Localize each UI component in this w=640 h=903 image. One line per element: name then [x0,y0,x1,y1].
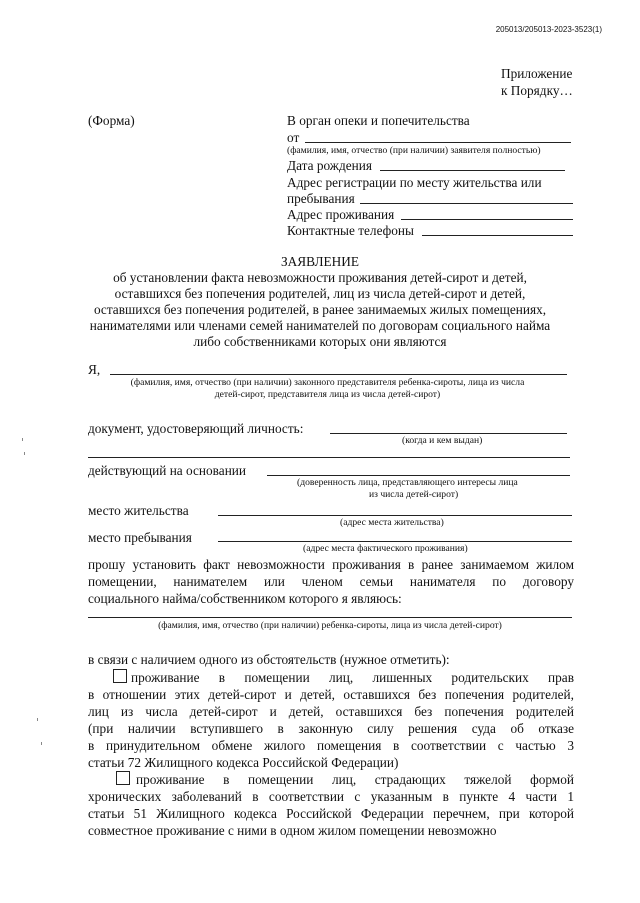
birth-date-field[interactable] [380,170,565,171]
option-2-checkbox[interactable] [116,771,130,785]
title-line-5: либо собственниками которых они являются [193,334,447,349]
title-line-2: оставшихся без попечения родителей, лиц из числа детей-сирот и детей, [114,286,526,301]
from-hint: (фамилия, имя, отчество (при наличии) заявителя полностью) [287,145,541,156]
scan-speck [37,718,38,721]
request-line-2: помещении, нанимателем или членом семьи нанимателя по договору [88,574,574,589]
option-1-line-1: проживание в помещении лиц, лишенных родительских прав [131,670,574,685]
circumstances-intro: в связи с наличием одного из обстоятельств (нужное отметить): [88,652,450,667]
option-1-line-5: в принудительном обмене жилого помещения в соответствии с частью 3 [88,738,574,753]
option-2-line-4: совместное проживание с ними в одном жилом помещении невозможно [88,823,497,838]
stay-field[interactable] [218,541,572,542]
phones-field[interactable] [422,235,573,236]
from-field[interactable] [305,142,571,143]
option-2-line-2: хронических заболеваний в соответствии с указанным в пункте 4 части 1 [88,789,574,804]
residence-label: место жительства [88,503,189,518]
document-title: ЗАЯВЛЕНИЕ [281,254,359,269]
option-1-line-4: (при наличии вступившего в законную силу решения суда об отказе [88,721,574,736]
basis-label: действующий на основании [88,463,247,478]
addressee-to: В орган опеки и попечительства [287,113,470,128]
option-2-line-1: проживание в помещении лиц, страдающих тяжелой формой [136,772,574,787]
child-hint: (фамилия, имя, отчество (при наличии) ребенка-сироты, лица из числа детей-сирот) [158,620,502,631]
applicant-name-field[interactable] [110,374,567,375]
option-1-line-6: статьи 72 Жилищного кодекса Российской Федерации) [88,755,399,770]
stay-hint: (адрес места фактического проживания) [303,543,468,554]
scan-speck [41,742,42,745]
ya-hint-1: (фамилия, имя, отчество (при наличии) законного представителя ребенка-сироты, лица из числа [130,377,525,388]
id-doc-field[interactable] [330,433,567,434]
child-name-field[interactable] [88,617,572,618]
appendix-line-2: к Порядку… [501,83,573,98]
basis-field[interactable] [267,475,570,476]
request-line-1: прошу установить факт невозможности проживания в ранее занимаемом жилом [88,557,574,572]
appendix-line-1: Приложение [501,66,573,81]
option-1-checkbox[interactable] [113,669,127,683]
title-line-3: оставшихся без попечения родителей, в ранее занимаемых жилых помещениях, [93,302,547,317]
id-doc-hint: (когда и кем выдан) [402,435,483,446]
scan-speck [22,438,23,441]
option-1-line-3: лиц из числа детей-сирот и детей, оставшихся без попечения родителей [88,704,574,719]
birth-date-label: Дата рождения [287,158,372,173]
option-2-line-3: статьи 51 Жилищного кодекса Российской Федерации перечнем, при которой [88,806,574,821]
reg-address-field[interactable] [360,203,573,204]
request-line-3: социального найма/собственником которого я являюсь: [88,591,402,606]
residence-address-label: Адрес проживания [287,207,395,222]
document-id: 205013/205013-2023-3523(1) [495,25,602,34]
ya-label: Я, [88,362,101,377]
residence-field[interactable] [218,515,572,516]
form-label: (Форма) [88,113,135,128]
basis-hint-2: из числа детей-сирот) [369,489,459,500]
residence-address-field[interactable] [401,219,573,220]
id-doc-label: документ, удостоверяющий личность: [88,421,304,436]
stay-label: место пребывания [88,530,192,545]
id-doc-field-2[interactable] [88,457,570,458]
reg-address-label-2: пребывания [287,191,355,206]
from-label: от [287,130,300,145]
phones-label: Контактные телефоны [287,223,414,238]
option-1-line-2: в отношении этих детей-сирот и детей, оставшихся без попечения родителей, [88,687,574,702]
title-line-1: об установлении факта невозможности проживания детей-сирот и детей, [113,270,527,285]
title-line-4: нанимателями или членами семей нанимателей по договорам социального найма [89,318,551,333]
residence-hint: (адрес места жительства) [340,517,444,528]
reg-address-label-1: Адрес регистрации по месту жительства или [287,175,542,190]
ya-hint-2: детей-сирот, представителя лица из числа детей-сирот) [214,389,441,400]
scan-speck [24,452,25,455]
basis-hint-1: (доверенность лица, представляющего интересы лица [297,477,518,488]
